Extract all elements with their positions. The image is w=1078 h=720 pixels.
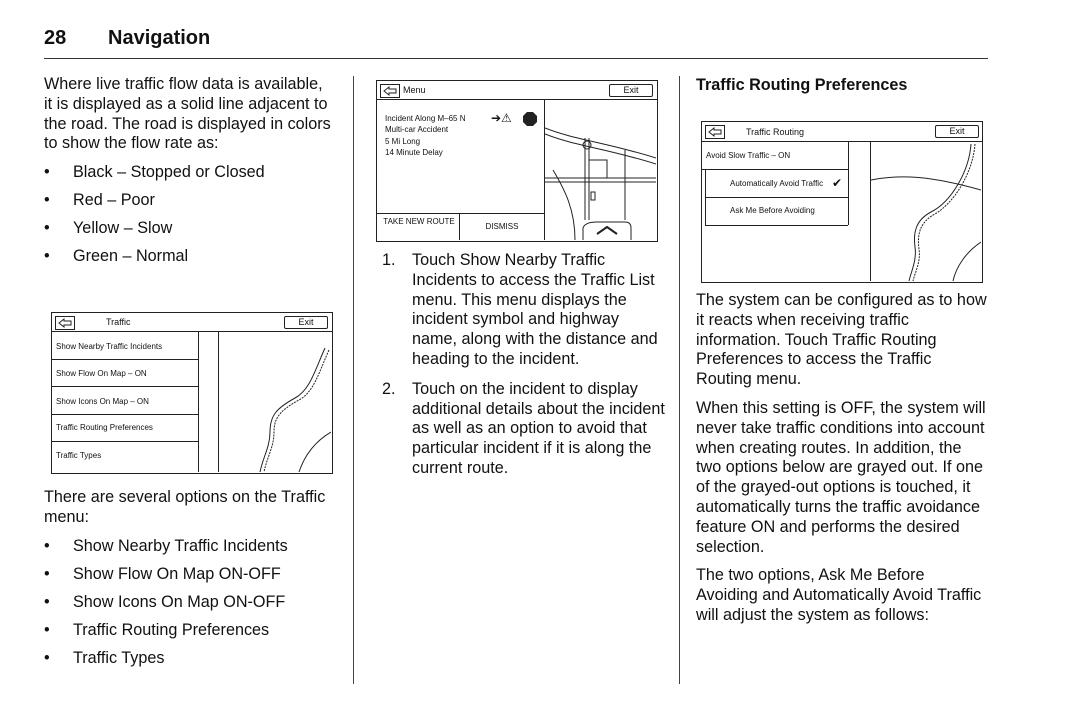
list-item: • Black – Stopped or Closed <box>44 162 334 190</box>
list-item: • Traffic Types <box>44 648 334 676</box>
stop-sign-icon <box>523 112 537 126</box>
dismiss-button: DISMISS <box>485 222 519 231</box>
steps-list <box>378 251 668 479</box>
step-text: Touch on the incident to display additional details about the incident as well as an option to avoid that particular incident if it is along the current route. <box>412 379 665 477</box>
column-divider-2 <box>679 76 680 684</box>
header-rule <box>44 58 988 59</box>
button-separator <box>459 213 460 240</box>
row-divider <box>702 169 848 170</box>
step-number: 2. <box>382 379 396 398</box>
incident-screen-figure <box>376 80 658 242</box>
incident-line: 14 Minute Delay <box>385 148 443 157</box>
list-item: • Show Flow On Map ON-OFF <box>44 564 334 592</box>
back-arrow-icon <box>380 84 400 98</box>
incident-symbols-icon: ➔⚠ <box>491 111 512 125</box>
flow-color-list <box>44 162 334 274</box>
map-icon <box>871 142 981 281</box>
intro-paragraph: Where live traffic flow data is available, it is displayed as a solid line adjacent to the road. The road is displayed in colors to show the flow rate as: <box>44 75 331 153</box>
page-number: 28 <box>44 27 67 49</box>
routing-screen-figure <box>701 121 983 283</box>
list-divider <box>198 331 199 472</box>
ask-me-option: Ask Me Before Avoiding <box>730 206 815 215</box>
menu-item: Show Flow On Map – ON <box>56 369 147 378</box>
avoid-slow-traffic-toggle: Avoid Slow Traffic – ON <box>706 151 791 160</box>
row-divider <box>52 359 198 360</box>
screen-title: Traffic Routing <box>746 127 805 137</box>
screen-title: Traffic <box>106 317 131 327</box>
list-item: • Traffic Routing Preferences <box>44 620 334 648</box>
section-heading: Traffic Routing Preferences <box>696 76 908 94</box>
back-arrow-icon <box>705 125 725 139</box>
list-item: • Red – Poor <box>44 190 334 218</box>
incident-line: 5 Mi Long <box>385 137 421 146</box>
map-icon <box>219 332 331 472</box>
incident-line: Multi-car Accident <box>385 125 449 134</box>
paragraph: The two options, Ask Me Before Avoiding and Automatically Avoid Traffic will adjust the system as follows: <box>696 566 982 624</box>
row-divider <box>52 441 198 442</box>
list-item <box>378 251 668 370</box>
exit-button: Exit <box>284 316 328 329</box>
column-2-steps <box>378 251 668 489</box>
step-text: Touch Show Nearby Traffic Incidents to access the Traffic List menu. This menu displays the incident symbol and highway name, along with the distance and heading to the incident. <box>412 251 658 368</box>
back-arrow-icon <box>55 316 75 330</box>
take-new-route-button: TAKE NEW ROUTE <box>383 217 455 226</box>
options-list <box>44 536 334 676</box>
paragraph: When this setting is OFF, the system will never take traffic conditions into account when creating routes. In addition, the two options below are grayed out. If one of the grayed-out options is touched, it automatically turns the traffic avoidance feature ON and performs the desired selection. <box>696 398 986 556</box>
menu-item: Show Nearby Traffic Incidents <box>56 342 163 351</box>
row-divider <box>52 414 198 415</box>
row-divider <box>52 386 198 387</box>
checkmark-icon: ✔ <box>832 176 843 190</box>
column-3-text <box>696 291 988 626</box>
row-divider <box>705 197 848 198</box>
menu-item: Show Icons On Map – ON <box>56 397 149 406</box>
column-1 <box>44 75 334 274</box>
list-item: • Show Nearby Traffic Incidents <box>44 536 334 564</box>
page-header <box>44 27 210 50</box>
column-divider-1 <box>353 76 354 684</box>
exit-button: Exit <box>935 125 979 138</box>
list-item: • Show Icons On Map ON-OFF <box>44 592 334 620</box>
map-icon <box>545 100 656 240</box>
exit-button: Exit <box>609 84 653 97</box>
list-item <box>378 380 668 479</box>
list-item: • Yellow – Slow <box>44 218 334 246</box>
traffic-screen-figure <box>51 312 333 474</box>
list-divider <box>848 141 849 225</box>
options-intro: There are several options on the Traffic menu: <box>44 488 326 526</box>
menu-item: Traffic Types <box>56 451 102 460</box>
menu-item: Traffic Routing Preferences <box>56 423 153 432</box>
incident-line: Incident Along M–65 N <box>385 114 466 123</box>
auto-avoid-option: Automatically Avoid Traffic <box>730 179 824 188</box>
button-divider <box>377 213 544 214</box>
options-section <box>44 488 334 676</box>
row-divider <box>705 225 848 226</box>
step-number: 1. <box>382 251 396 269</box>
list-item: • Green – Normal <box>44 246 334 274</box>
section-title: Navigation <box>108 27 211 49</box>
paragraph: The system can be configured as to how it reacts when receiving traffic information. Touch Traffic Routing Preferences to access the Traffic Routing menu. <box>696 291 987 389</box>
screen-title: Menu <box>403 85 426 95</box>
